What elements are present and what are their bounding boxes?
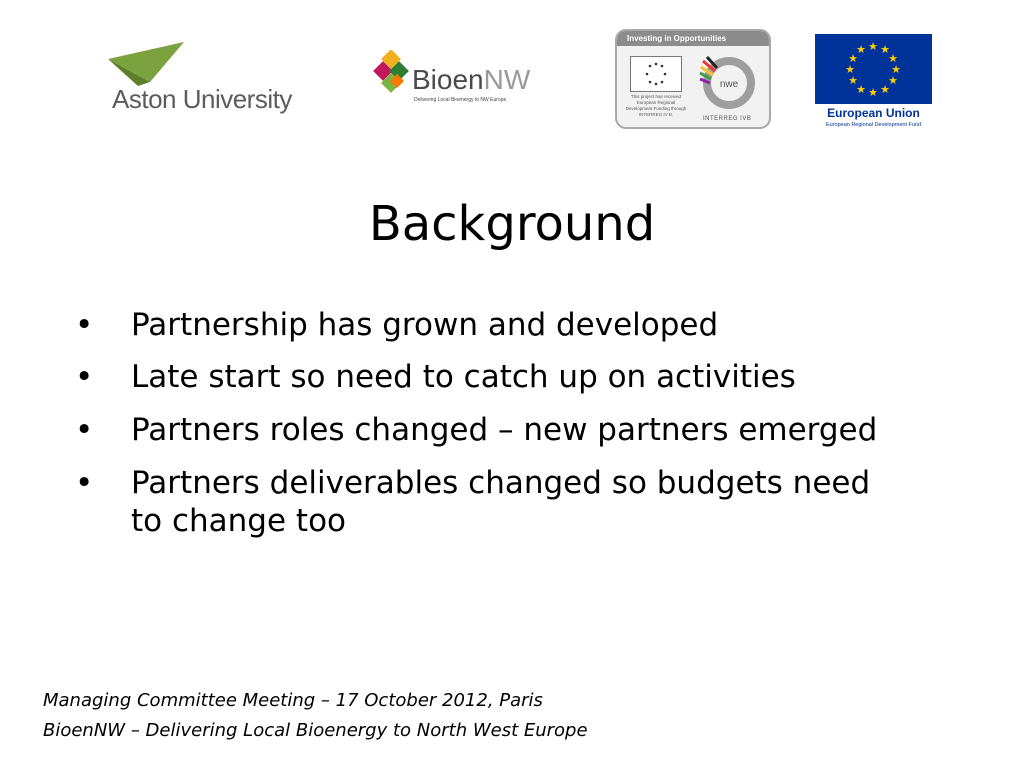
- slide-footer: [43, 686, 588, 746]
- bullet-item: [75, 358, 895, 396]
- svg-text:★: ★: [868, 40, 878, 53]
- nw-text: NW: [483, 64, 531, 95]
- svg-text:★: ★: [880, 43, 890, 56]
- eu-small-flag-icon: [630, 56, 682, 92]
- interreg-header: Investing in Opportunities: [617, 31, 769, 46]
- footer-line-project: BioenNW – Delivering Local Bioenergy to North West Europe: [43, 720, 588, 741]
- bullet-dot: •: [75, 412, 94, 448]
- svg-text:★: ★: [888, 52, 898, 65]
- svg-text:★: ★: [888, 74, 898, 87]
- footer-line-meeting: Managing Committee Meeting – 17 October 2012, Paris: [43, 690, 543, 711]
- svg-text:★: ★: [856, 43, 866, 56]
- svg-text:★: ★: [845, 63, 855, 76]
- eu-fund-label: European Regional Development Fund: [825, 122, 922, 128]
- svg-text:★: ★: [848, 52, 858, 65]
- bioennw-tagline: Delivering Local Bioenergy to NW Europe: [414, 97, 507, 103]
- interreg-program: INTERREG IVB: [703, 116, 752, 122]
- bullet-item: [75, 411, 895, 449]
- bullet-text: Partners deliverables changed so budgets need to change too: [131, 465, 871, 539]
- interreg-logo: [615, 29, 771, 129]
- eu-flag-icon: [815, 34, 932, 104]
- bullet-dot: •: [75, 307, 94, 343]
- svg-text:★: ★: [848, 74, 858, 87]
- bioennw-logo-text: [412, 66, 530, 94]
- bullet-text: Partnership has grown and developed: [131, 307, 719, 343]
- bioen-text: Bioen: [412, 64, 484, 95]
- nwe-ring-icon: [699, 53, 757, 113]
- bioennw-diamonds-icon: [372, 50, 414, 100]
- bullet-dot: •: [75, 465, 94, 501]
- svg-text:★: ★: [856, 83, 866, 96]
- aston-triangle-icon: [108, 42, 188, 86]
- interreg-note: This project has received European Regional Development Funding through INTERREG IV B.: [625, 94, 687, 117]
- bullet-dot: •: [75, 359, 94, 395]
- bullet-item: [75, 306, 895, 344]
- slide-title: Background: [368, 196, 656, 252]
- bullet-item: [75, 464, 895, 540]
- svg-text:★: ★: [880, 83, 890, 96]
- bioennw-logo: [372, 50, 542, 110]
- eu-label: European Union: [827, 106, 920, 120]
- bullet-text: Partners roles changed – new partners emerged: [131, 412, 878, 448]
- svg-text:★: ★: [868, 86, 878, 99]
- bullet-text: Late start so need to catch up on activities: [131, 359, 796, 395]
- aston-logo-text: Aston University: [112, 84, 292, 114]
- aston-university-logo: [108, 42, 303, 116]
- svg-text:★: ★: [891, 63, 901, 76]
- bullet-list: [75, 306, 895, 555]
- european-union-logo: [815, 34, 932, 130]
- nwe-label: nwe: [719, 79, 739, 90]
